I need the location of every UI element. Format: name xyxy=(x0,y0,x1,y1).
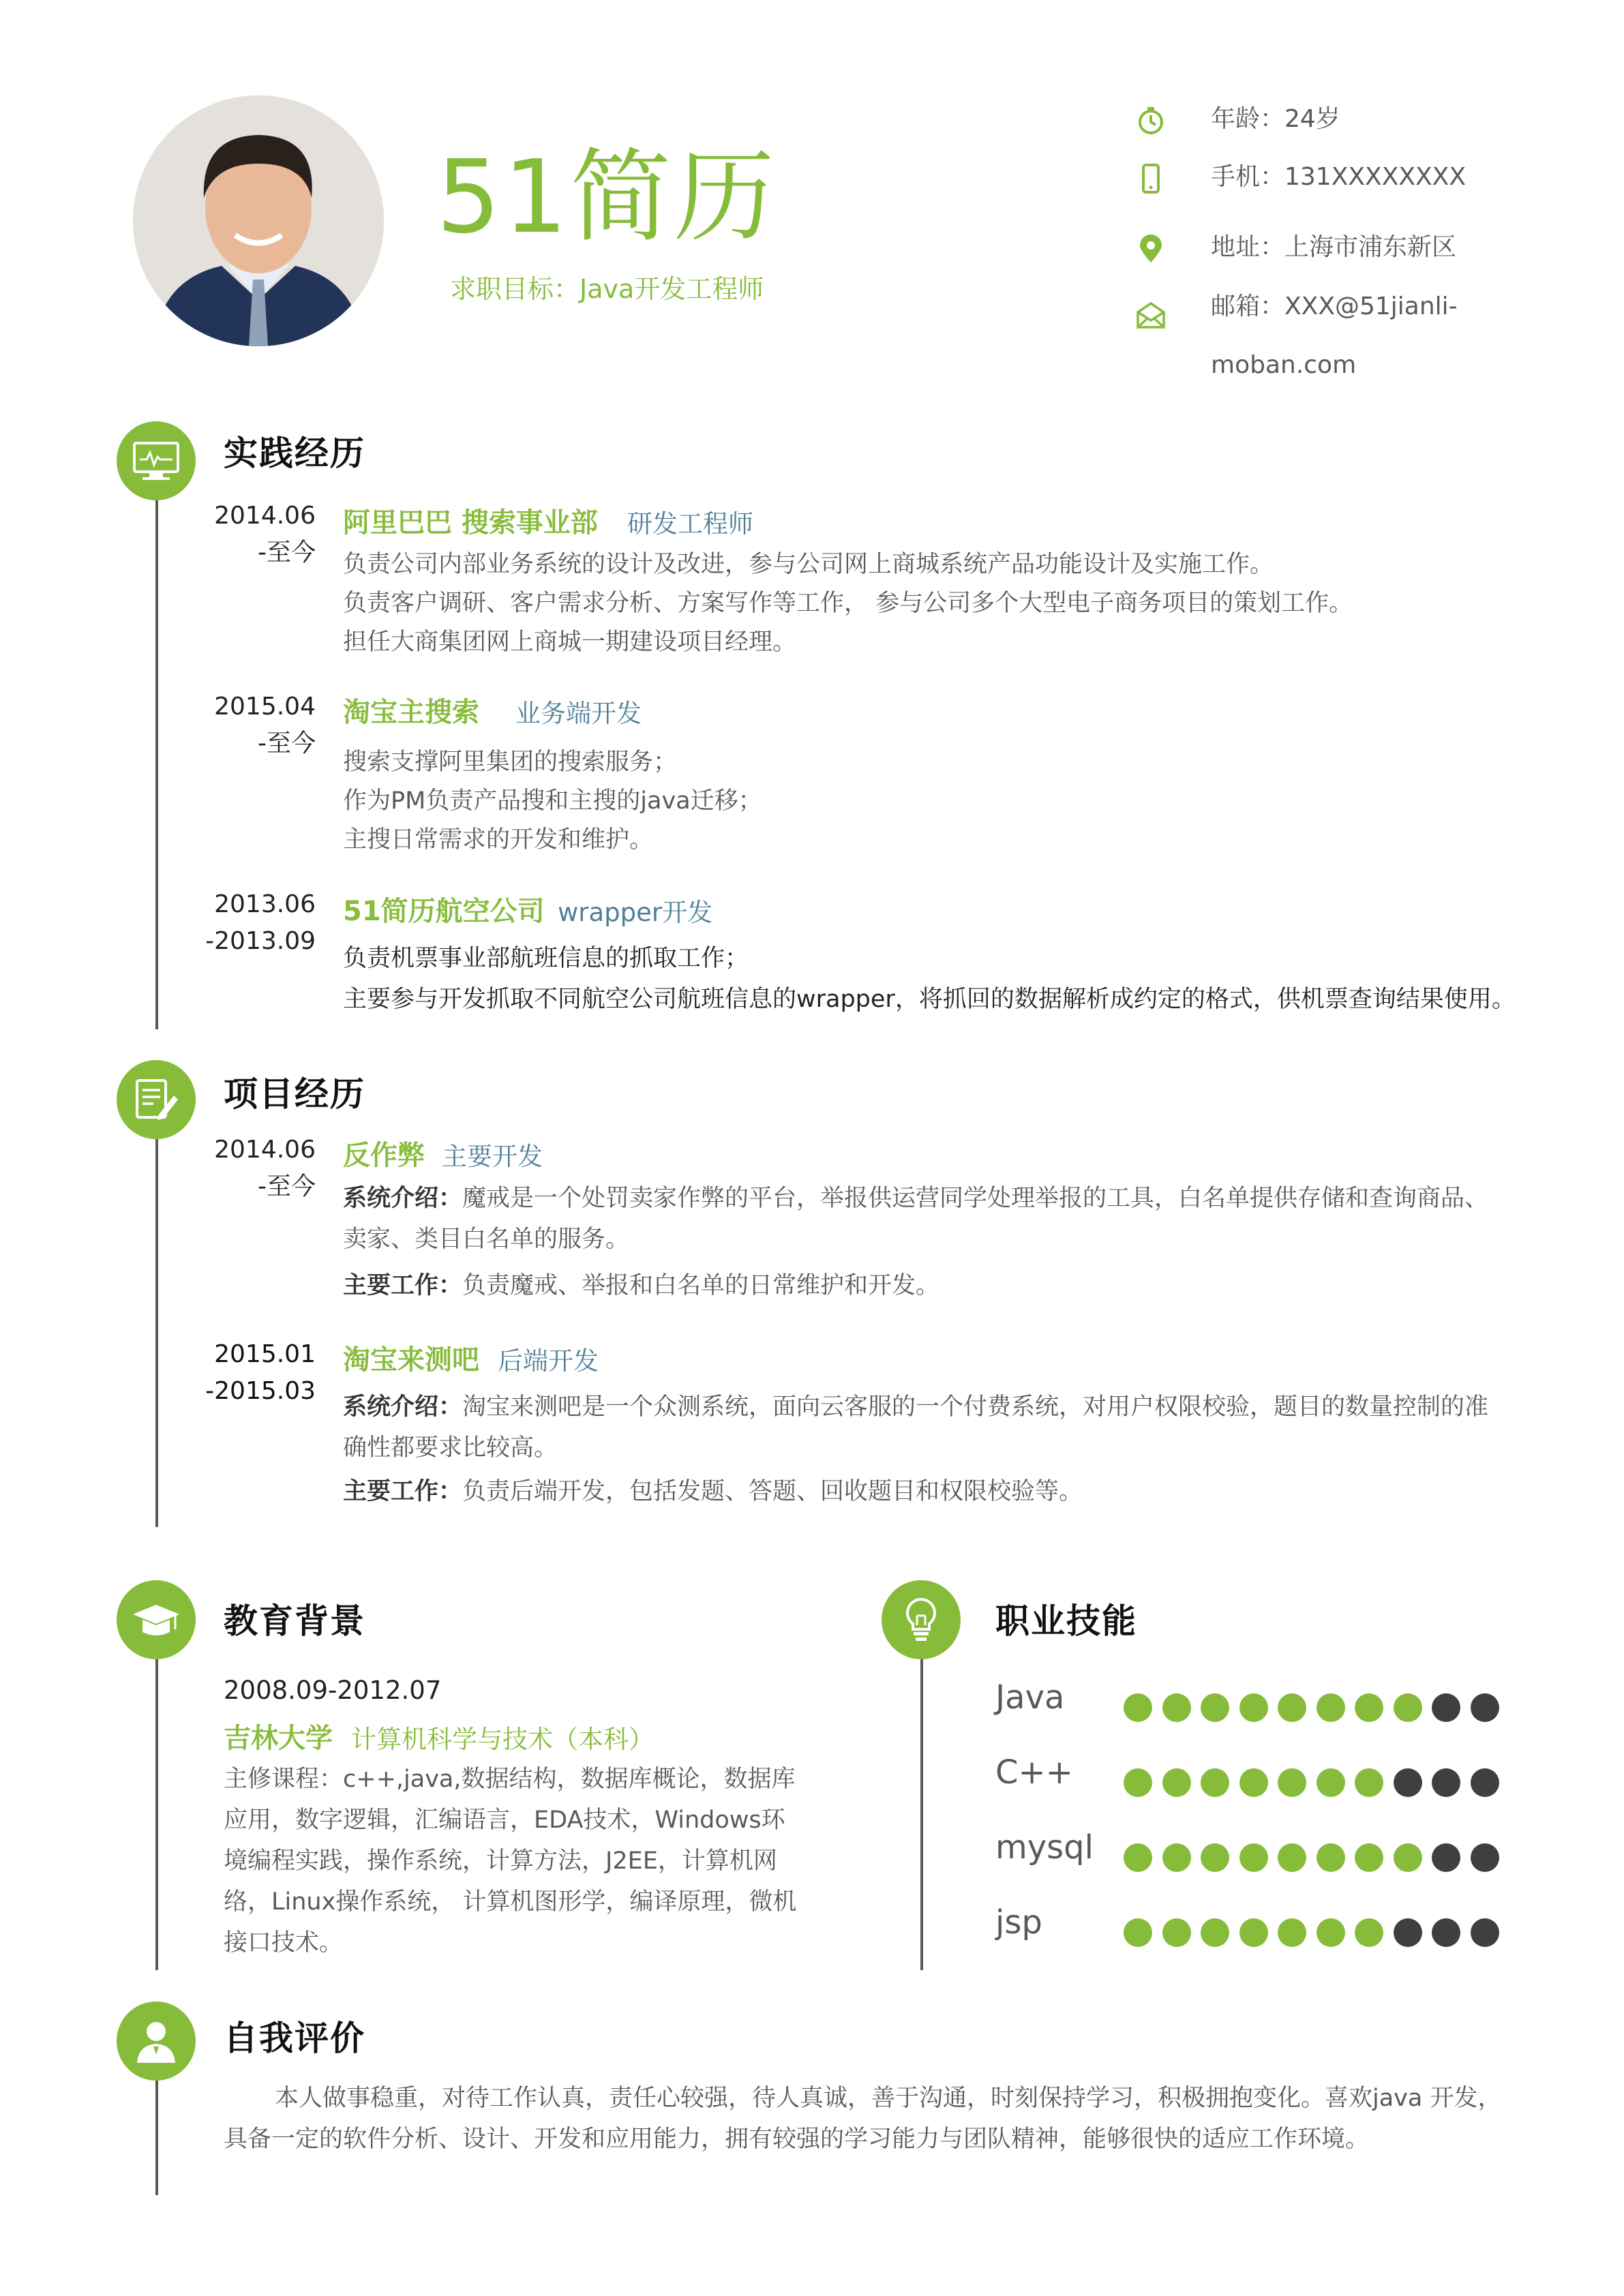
skill-dot-empty xyxy=(1471,1693,1499,1722)
contact-address xyxy=(1136,227,1518,268)
skill-dot-filled xyxy=(1201,1693,1229,1722)
education-line-5: 接口技术。 xyxy=(224,1929,344,1957)
skill-dot-filled xyxy=(1355,1693,1383,1722)
skill-dot-empty xyxy=(1432,1843,1460,1872)
job-objective: 求职目标：Java开发工程师 xyxy=(450,274,764,304)
practice-2-line-3: 主搜日常需求的开发和维护。 xyxy=(343,826,654,854)
practice-3-line-1: 负责机票事业部航班信息的抓取工作； xyxy=(343,945,749,972)
project-1-date xyxy=(125,1132,316,1205)
projects-section-title: 项目经历 xyxy=(224,1074,365,1114)
self-line-2: 具备一定的软件分析、设计、开发和应用能力，拥有较强的学习能力与团队精神，能够很快的适应工作环境。 xyxy=(224,2126,1370,2153)
skill-dot-filled xyxy=(1124,1918,1152,1947)
education-line-3: 境编程实践，操作系统，计算方法，J2EE，计算机网 xyxy=(224,1847,777,1875)
self-line-1: 本人做事稳重，对待工作认真，责任心较强，待人真诚，善于沟通，时刻保持学习，积极拥抱变化。喜欢java 开发， xyxy=(275,2085,1502,2112)
project-1-intro-text: 魔戒是一个处罚卖家作弊的平台，举报供运营同学处理举报的工具，白名单提供存储和查询商品、 xyxy=(462,1185,1489,1212)
practice-3-date-end: -2013.09 xyxy=(205,927,316,955)
project-1-intro-1 xyxy=(343,1179,1488,1213)
contact-address-text: 地址：上海市浦东新区 xyxy=(1211,233,1457,261)
skill-dot-filled xyxy=(1278,1693,1306,1722)
education-section-title: 教育背景 xyxy=(224,1601,365,1641)
skill-2-name: C++ xyxy=(995,1753,1073,1792)
practice-2-line-1: 搜索支撑阿里集团的搜索服务； xyxy=(343,749,678,776)
skill-dot-filled xyxy=(1394,1693,1422,1722)
education-major: 计算机科学与技术（本科） xyxy=(351,1725,654,1754)
skill-dot-filled xyxy=(1278,1918,1306,1947)
contact-phone-text: 手机：131XXXXXXXX xyxy=(1211,163,1467,191)
skill-dot-filled xyxy=(1162,1918,1191,1947)
self-section-title: 自我评价 xyxy=(224,2019,365,2058)
skill-dot-filled xyxy=(1394,1843,1422,1872)
skill-dot-filled xyxy=(1162,1843,1191,1872)
practice-2-line-2: 作为PM负责产品搜和主搜的java迁移； xyxy=(343,787,762,815)
practice-3-company: 51简历航空公司 xyxy=(343,896,545,927)
skill-3-name: mysql xyxy=(995,1828,1094,1867)
project-2-intro-2: 确性都要求比较高。 xyxy=(343,1434,558,1462)
skill-dot-empty xyxy=(1394,1918,1422,1947)
practice-1-role: 研发工程师 xyxy=(627,509,753,539)
skill-dot-filled xyxy=(1124,1693,1152,1722)
education-school: 吉林大学 xyxy=(224,1723,333,1754)
project-2-intro-label: 系统介绍： xyxy=(343,1393,463,1421)
skill-dot-empty xyxy=(1471,1768,1499,1797)
project-2-role: 后端开发 xyxy=(498,1346,599,1376)
skill-dot-filled xyxy=(1355,1843,1383,1872)
phone-icon xyxy=(1136,164,1166,194)
education-line-1: 主修课程：c++,java,数据结构，数据库概论，数据库 xyxy=(224,1766,796,1793)
practice-2-date-start: 2015.04 xyxy=(214,693,316,721)
skill-dot-filled xyxy=(1239,1843,1268,1872)
skill-4-name: jsp xyxy=(995,1903,1042,1942)
graduation-cap-icon xyxy=(132,1595,181,1644)
project-2-date-start: 2015.01 xyxy=(214,1340,316,1368)
practice-3-line-2: 主要参与开发抓取不同航空公司航班信息的wrapper，将抓回的数据解析成约定的格式，供机票查询结果使用。 xyxy=(343,986,1516,1013)
practice-1-date-end: -至今 xyxy=(258,539,316,567)
practice-1-line-2: 负责客户调研、客户需求分析、方案写作等工作， 参与公司多个大型电子商务项目的策划工作。 xyxy=(343,590,1353,617)
project-2-date-end: -2015.03 xyxy=(205,1377,316,1405)
practice-section-icon-badge xyxy=(117,421,196,500)
project-2-work xyxy=(343,1472,1083,1507)
contact-email xyxy=(1136,286,1518,382)
skills-timeline xyxy=(920,1650,923,1970)
skill-dot-filled xyxy=(1239,1693,1268,1722)
practice-1-line-1: 负责公司内部业务系统的设计及改进，参与公司网上商城系统产品功能设计及实施工作。 xyxy=(343,551,1274,578)
contact-age xyxy=(1136,99,1518,140)
contact-email-text: 邮箱：XXX@51jianli- xyxy=(1211,292,1458,320)
practice-section-title: 实践经历 xyxy=(224,434,365,473)
contact-age-text: 年龄：24岁 xyxy=(1211,105,1340,133)
skill-dot-empty xyxy=(1394,1768,1422,1797)
project-2-intro-1 xyxy=(343,1388,1488,1422)
skill-dot-filled xyxy=(1355,1918,1383,1947)
clock-icon xyxy=(1136,106,1166,136)
project-2-intro-text: 淘宝来测吧是一个众测系统，面向云客服的一个付费系统，对用户权限校验，题目的数量控制的准 xyxy=(462,1393,1489,1421)
project-1-intro-2: 卖家、类目白名单的服务。 xyxy=(343,1226,630,1253)
contact-email-text-cont: moban.com xyxy=(1211,351,1357,379)
project-1-work xyxy=(343,1267,939,1301)
person-portrait-icon xyxy=(133,95,384,346)
skill-dot-filled xyxy=(1278,1768,1306,1797)
skill-dot-filled xyxy=(1239,1918,1268,1947)
practice-3-date-start: 2013.06 xyxy=(214,890,316,918)
project-1-date-start: 2014.06 xyxy=(214,1136,316,1164)
practice-3-role: wrapper开发 xyxy=(558,898,713,927)
practice-1-line-3: 担任大商集团网上商城一期建设项目经理。 xyxy=(343,629,797,656)
monitor-icon xyxy=(132,436,181,485)
education-line-4: 络，Linux操作系统， 计算机图形学，编译原理，微机 xyxy=(224,1888,797,1916)
skill-dot-filled xyxy=(1317,1693,1345,1722)
self-section-icon-badge xyxy=(117,2002,196,2081)
skills-section-title: 职业技能 xyxy=(995,1601,1137,1641)
practice-1-date-start: 2014.06 xyxy=(214,502,316,530)
project-1-date-end: -至今 xyxy=(258,1173,316,1200)
education-section-icon-badge xyxy=(117,1580,196,1659)
project-2-date xyxy=(125,1336,316,1410)
location-pin-icon xyxy=(1136,234,1166,264)
practice-2-date-end: -至今 xyxy=(258,729,316,757)
practice-2-company: 淘宝主搜索 xyxy=(343,697,479,728)
project-1-work-text: 负责魔戒、举报和白名单的日常维护和开发。 xyxy=(462,1272,940,1299)
skill-dot-filled xyxy=(1162,1693,1191,1722)
skill-dot-filled xyxy=(1317,1768,1345,1797)
practice-2-date xyxy=(125,689,316,762)
skill-dot-filled xyxy=(1201,1843,1229,1872)
project-2-work-label: 主要工作： xyxy=(343,1478,463,1505)
practice-1-date xyxy=(125,498,316,571)
education-line-2: 应用，数字逻辑，汇编语言，EDA技术，Windows环 xyxy=(224,1807,785,1834)
skill-dot-filled xyxy=(1355,1768,1383,1797)
projects-section-icon-badge xyxy=(117,1060,196,1139)
skill-1-name: Java xyxy=(995,1678,1065,1717)
skill-dot-filled xyxy=(1162,1768,1191,1797)
skill-dot-filled xyxy=(1201,1768,1229,1797)
practice-1-company: 阿里巴巴 搜索事业部 xyxy=(343,507,598,539)
person-icon xyxy=(132,2016,181,2066)
skill-dot-filled xyxy=(1317,1843,1345,1872)
education-timeline xyxy=(155,1650,158,1970)
project-2-name: 淘宝来测吧 xyxy=(343,1344,479,1376)
skill-dot-filled xyxy=(1124,1768,1152,1797)
resume-name: 51简历 xyxy=(436,138,778,256)
skill-dot-filled xyxy=(1239,1768,1268,1797)
skill-dot-filled xyxy=(1317,1918,1345,1947)
envelope-icon xyxy=(1136,300,1166,330)
skill-dot-filled xyxy=(1124,1843,1152,1872)
skill-dot-empty xyxy=(1471,1918,1499,1947)
project-1-intro-label: 系统介绍： xyxy=(343,1185,463,1212)
project-2-work-text: 负责后端开发，包括发题、答题、回收题目和权限校验等。 xyxy=(462,1478,1083,1505)
profile-photo xyxy=(133,95,384,346)
skills-section-icon-badge xyxy=(882,1580,961,1659)
project-1-work-label: 主要工作： xyxy=(343,1272,463,1299)
project-1-name: 反作弊 xyxy=(343,1140,425,1171)
skill-dot-empty xyxy=(1471,1843,1499,1872)
project-1-role: 主要开发 xyxy=(442,1142,543,1171)
document-pen-icon xyxy=(132,1075,181,1124)
contact-phone xyxy=(1136,157,1518,198)
practice-3-date xyxy=(125,886,316,960)
skill-dot-empty xyxy=(1432,1693,1460,1722)
skill-dot-empty xyxy=(1432,1918,1460,1947)
practice-2-role: 业务端开发 xyxy=(515,699,642,728)
skill-dot-filled xyxy=(1278,1843,1306,1872)
lightbulb-icon xyxy=(897,1595,946,1644)
education-date: 2008.09-2012.07 xyxy=(224,1676,442,1705)
skill-dot-empty xyxy=(1432,1768,1460,1797)
skill-dot-filled xyxy=(1201,1918,1229,1947)
